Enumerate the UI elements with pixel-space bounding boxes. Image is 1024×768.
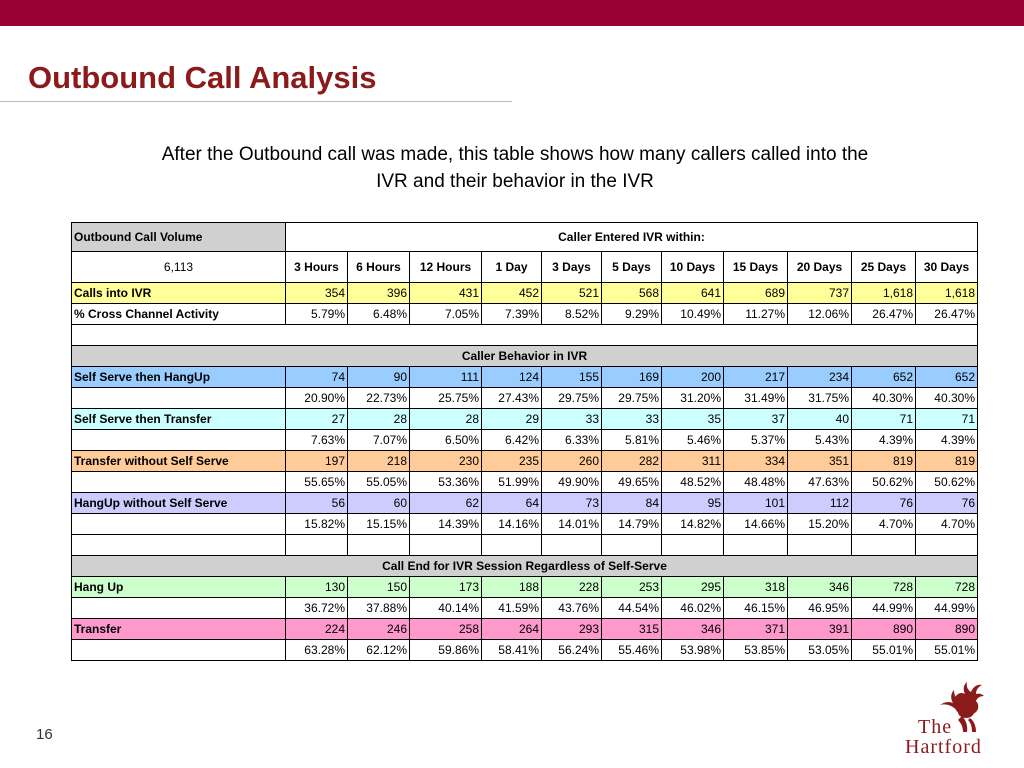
value-cell: 728	[852, 577, 916, 598]
percent-cell: 40.30%	[852, 388, 916, 409]
blank-cell	[724, 535, 788, 556]
percent-cell: 7.63%	[286, 430, 348, 451]
value-cell: 76	[852, 493, 916, 514]
row-cross_channel	[72, 304, 978, 325]
slide-subtitle	[80, 141, 950, 195]
row-label: Self Serve then HangUp	[72, 367, 286, 388]
value-cell: 29	[482, 409, 542, 430]
value-cell: 1,618	[916, 283, 978, 304]
value-cell: 371	[724, 619, 788, 640]
row-transfer_without_self_serve	[72, 451, 978, 472]
value-cell: 315	[602, 619, 662, 640]
percent-cell: 14.16%	[482, 514, 542, 535]
column-header: 5 Days	[602, 252, 662, 283]
value-cell: 258	[410, 619, 482, 640]
page-title: Outbound Call Analysis	[28, 60, 377, 95]
logo-text-hartford: Hartford	[905, 736, 982, 758]
row-label: Self Serve then Transfer	[72, 409, 286, 430]
blank-cell	[788, 535, 852, 556]
percent-cell: 26.47%	[916, 304, 978, 325]
percent-cell: 53.36%	[410, 472, 482, 493]
table-body	[72, 223, 978, 661]
percent-cell: 4.70%	[852, 514, 916, 535]
value-cell: 112	[788, 493, 852, 514]
percent-cell: 14.66%	[724, 514, 788, 535]
value-cell: 318	[724, 577, 788, 598]
subtitle-line-1: After the Outbound call was made, this table shows how many callers called into the	[161, 144, 869, 165]
blank-cell	[602, 535, 662, 556]
value-cell: 295	[662, 577, 724, 598]
percent-cell: 6.50%	[410, 430, 482, 451]
value-cell: 64	[482, 493, 542, 514]
value-cell: 334	[724, 451, 788, 472]
column-header: 10 Days	[662, 252, 724, 283]
percent-cell: 41.59%	[482, 598, 542, 619]
column-header: 6 Hours	[348, 252, 410, 283]
column-header: 3 Hours	[286, 252, 348, 283]
value-cell: 217	[724, 367, 788, 388]
percent-cell: 47.63%	[788, 472, 852, 493]
percent-cell: 55.65%	[286, 472, 348, 493]
row-label-blank	[72, 472, 286, 493]
value-cell: 197	[286, 451, 348, 472]
value-cell: 200	[662, 367, 724, 388]
percent-cell: 14.82%	[662, 514, 724, 535]
value-cell: 228	[542, 577, 602, 598]
value-cell: 391	[788, 619, 852, 640]
percent-cell: 31.75%	[788, 388, 852, 409]
logo-text-the: The	[918, 716, 953, 738]
volume-value: 6,113	[72, 252, 286, 283]
percent-cell: 7.05%	[410, 304, 482, 325]
value-cell: 521	[542, 283, 602, 304]
row-label-blank	[72, 430, 286, 451]
column-header: 3 Days	[542, 252, 602, 283]
row-transfer-percent	[72, 640, 978, 661]
row-hang_up	[72, 577, 978, 598]
percent-cell: 15.15%	[348, 514, 410, 535]
percent-cell: 46.15%	[724, 598, 788, 619]
value-cell: 431	[410, 283, 482, 304]
value-cell: 346	[662, 619, 724, 640]
value-cell: 689	[724, 283, 788, 304]
value-cell: 652	[852, 367, 916, 388]
value-cell: 84	[602, 493, 662, 514]
percent-cell: 15.20%	[788, 514, 852, 535]
percent-cell: 36.72%	[286, 598, 348, 619]
value-cell: 28	[348, 409, 410, 430]
value-cell: 568	[602, 283, 662, 304]
percent-cell: 31.49%	[724, 388, 788, 409]
percent-cell: 6.42%	[482, 430, 542, 451]
section-header: Caller Behavior in IVR	[72, 346, 978, 367]
value-cell: 76	[916, 493, 978, 514]
value-cell: 71	[852, 409, 916, 430]
entered-header: Caller Entered IVR within:	[286, 223, 978, 252]
percent-cell: 37.88%	[348, 598, 410, 619]
value-cell: 95	[662, 493, 724, 514]
outbound-call-table	[71, 222, 978, 661]
percent-cell: 50.62%	[852, 472, 916, 493]
value-cell: 890	[852, 619, 916, 640]
header-row	[72, 223, 978, 252]
subtitle-line-2: IVR and their behavior in the IVR	[376, 171, 654, 192]
percent-cell: 62.12%	[348, 640, 410, 661]
value-cell: 62	[410, 493, 482, 514]
value-cell: 224	[286, 619, 348, 640]
percent-cell: 6.48%	[348, 304, 410, 325]
value-cell: 101	[724, 493, 788, 514]
percent-cell: 56.24%	[542, 640, 602, 661]
value-cell: 169	[602, 367, 662, 388]
value-cell: 71	[916, 409, 978, 430]
value-cell: 641	[662, 283, 724, 304]
percent-cell: 15.82%	[286, 514, 348, 535]
percent-cell: 8.52%	[542, 304, 602, 325]
value-cell: 452	[482, 283, 542, 304]
blank-cell	[916, 535, 978, 556]
percent-cell: 48.48%	[724, 472, 788, 493]
percent-cell: 46.95%	[788, 598, 852, 619]
percent-cell: 44.99%	[852, 598, 916, 619]
value-cell: 150	[348, 577, 410, 598]
title-divider	[0, 101, 512, 102]
percent-cell: 7.07%	[348, 430, 410, 451]
blank-cell	[410, 535, 482, 556]
call-end-header-row	[72, 556, 978, 577]
row-self_serve_transfer-percent	[72, 430, 978, 451]
value-cell: 35	[662, 409, 724, 430]
row-hangup_without_self_serve	[72, 493, 978, 514]
percent-cell: 44.54%	[602, 598, 662, 619]
percent-cell: 5.43%	[788, 430, 852, 451]
percent-cell: 5.46%	[662, 430, 724, 451]
blank-cell	[482, 535, 542, 556]
percent-cell: 29.75%	[602, 388, 662, 409]
row-self_serve_hangup	[72, 367, 978, 388]
percent-cell: 14.79%	[602, 514, 662, 535]
percent-cell: 63.28%	[286, 640, 348, 661]
top-banner	[0, 0, 1024, 26]
value-cell: 346	[788, 577, 852, 598]
percent-cell: 50.62%	[916, 472, 978, 493]
percent-cell: 5.79%	[286, 304, 348, 325]
value-cell: 652	[916, 367, 978, 388]
percent-cell: 49.90%	[542, 472, 602, 493]
row-label: Hang Up	[72, 577, 286, 598]
percent-cell: 51.99%	[482, 472, 542, 493]
value-cell: 111	[410, 367, 482, 388]
blank-cell	[348, 535, 410, 556]
value-cell: 728	[916, 577, 978, 598]
percent-cell: 53.05%	[788, 640, 852, 661]
value-cell: 260	[542, 451, 602, 472]
value-cell: 90	[348, 367, 410, 388]
row-label: Transfer	[72, 619, 286, 640]
percent-cell: 4.70%	[916, 514, 978, 535]
value-cell: 311	[662, 451, 724, 472]
value-cell: 819	[916, 451, 978, 472]
percent-cell: 53.85%	[724, 640, 788, 661]
row-label-blank	[72, 640, 286, 661]
percent-cell: 59.86%	[410, 640, 482, 661]
percent-cell: 4.39%	[852, 430, 916, 451]
percent-cell: 4.39%	[916, 430, 978, 451]
percent-cell: 27.43%	[482, 388, 542, 409]
percent-cell: 11.27%	[724, 304, 788, 325]
column-header: 30 Days	[916, 252, 978, 283]
value-cell: 124	[482, 367, 542, 388]
value-cell: 234	[788, 367, 852, 388]
blank-cell	[72, 535, 286, 556]
value-cell: 396	[348, 283, 410, 304]
percent-cell: 40.14%	[410, 598, 482, 619]
percent-cell: 58.41%	[482, 640, 542, 661]
percent-cell: 22.73%	[348, 388, 410, 409]
percent-cell: 55.05%	[348, 472, 410, 493]
value-cell: 354	[286, 283, 348, 304]
percent-cell: 10.49%	[662, 304, 724, 325]
value-cell: 351	[788, 451, 852, 472]
value-cell: 60	[348, 493, 410, 514]
blank-cell	[542, 535, 602, 556]
row-label: % Cross Channel Activity	[72, 304, 286, 325]
percent-cell: 46.02%	[662, 598, 724, 619]
percent-cell: 43.76%	[542, 598, 602, 619]
row-label: HangUp without Self Serve	[72, 493, 286, 514]
value-cell: 173	[410, 577, 482, 598]
blank-cell	[662, 535, 724, 556]
percent-cell: 40.30%	[916, 388, 978, 409]
value-cell: 40	[788, 409, 852, 430]
column-header: 15 Days	[724, 252, 788, 283]
value-cell: 819	[852, 451, 916, 472]
value-cell: 37	[724, 409, 788, 430]
value-cell: 27	[286, 409, 348, 430]
value-cell: 264	[482, 619, 542, 640]
value-cell: 293	[542, 619, 602, 640]
value-cell: 218	[348, 451, 410, 472]
row-hangup_without_self_serve-percent	[72, 514, 978, 535]
row-label-blank	[72, 514, 286, 535]
blank-cell	[852, 535, 916, 556]
row-calls_into_ivr	[72, 283, 978, 304]
blank-cell	[286, 535, 348, 556]
behavior-header-row	[72, 346, 978, 367]
spacer-row	[72, 325, 978, 346]
percent-cell: 14.01%	[542, 514, 602, 535]
percent-cell: 49.65%	[602, 472, 662, 493]
row-hang_up-percent	[72, 598, 978, 619]
row-self_serve_hangup-percent	[72, 388, 978, 409]
percent-cell: 6.33%	[542, 430, 602, 451]
percent-cell: 25.75%	[410, 388, 482, 409]
column-header: 20 Days	[788, 252, 852, 283]
column-header: 1 Day	[482, 252, 542, 283]
value-cell: 890	[916, 619, 978, 640]
value-cell: 155	[542, 367, 602, 388]
percent-cell: 5.37%	[724, 430, 788, 451]
row-label-blank	[72, 598, 286, 619]
row-transfer_without_self_serve-percent	[72, 472, 978, 493]
value-cell: 73	[542, 493, 602, 514]
percent-cell: 29.75%	[542, 388, 602, 409]
value-cell: 253	[602, 577, 662, 598]
spacer-grid-row	[72, 535, 978, 556]
percent-cell: 7.39%	[482, 304, 542, 325]
percent-cell: 55.01%	[916, 640, 978, 661]
value-cell: 56	[286, 493, 348, 514]
column-header: 25 Days	[852, 252, 916, 283]
value-cell: 28	[410, 409, 482, 430]
value-cell: 235	[482, 451, 542, 472]
row-transfer	[72, 619, 978, 640]
percent-cell: 20.90%	[286, 388, 348, 409]
row-self_serve_transfer	[72, 409, 978, 430]
percent-cell: 44.99%	[916, 598, 978, 619]
value-cell: 737	[788, 283, 852, 304]
percent-cell: 5.81%	[602, 430, 662, 451]
percent-cell: 48.52%	[662, 472, 724, 493]
page-number: 16	[36, 726, 53, 743]
value-cell: 188	[482, 577, 542, 598]
column-header: 12 Hours	[410, 252, 482, 283]
value-cell: 74	[286, 367, 348, 388]
value-cell: 33	[542, 409, 602, 430]
blank-cell	[72, 325, 978, 346]
value-cell: 230	[410, 451, 482, 472]
percent-cell: 14.39%	[410, 514, 482, 535]
volume-label: Outbound Call Volume	[72, 223, 286, 252]
percent-cell: 26.47%	[852, 304, 916, 325]
percent-cell: 9.29%	[602, 304, 662, 325]
row-label: Transfer without Self Serve	[72, 451, 286, 472]
row-label: Calls into IVR	[72, 283, 286, 304]
value-cell: 33	[602, 409, 662, 430]
percent-cell: 12.06%	[788, 304, 852, 325]
value-cell: 130	[286, 577, 348, 598]
percent-cell: 31.20%	[662, 388, 724, 409]
columns-row	[72, 252, 978, 283]
percent-cell: 53.98%	[662, 640, 724, 661]
percent-cell: 55.46%	[602, 640, 662, 661]
percent-cell: 55.01%	[852, 640, 916, 661]
value-cell: 246	[348, 619, 410, 640]
value-cell: 282	[602, 451, 662, 472]
value-cell: 1,618	[852, 283, 916, 304]
row-label-blank	[72, 388, 286, 409]
section-header: Call End for IVR Session Regardless of Self-Serve	[72, 556, 978, 577]
